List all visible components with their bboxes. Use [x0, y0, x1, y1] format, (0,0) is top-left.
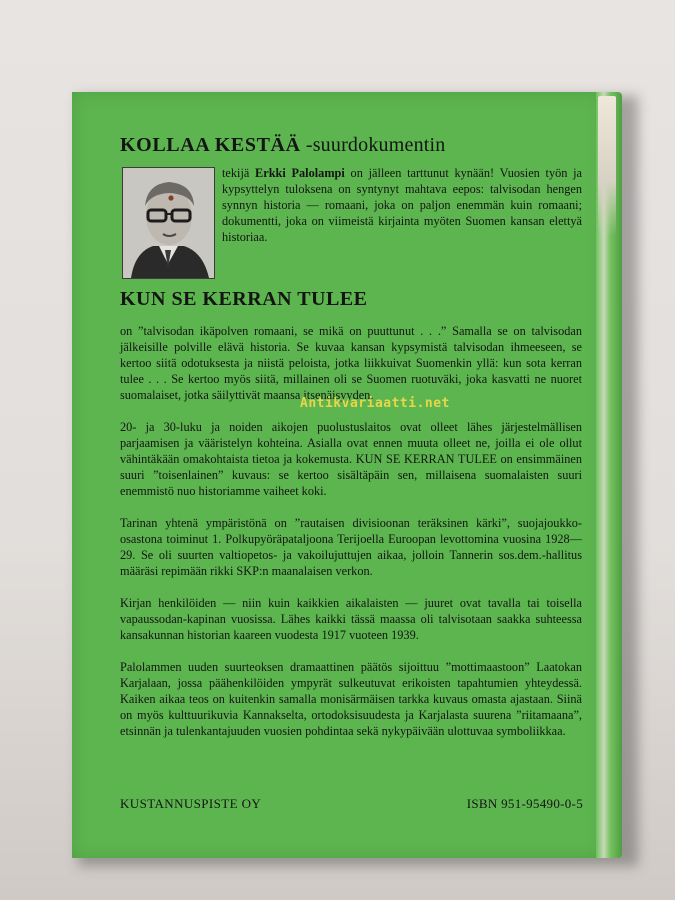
author-photo	[122, 167, 215, 279]
intro-text: on jälleen tarttunut kynään! Vuosien työn ja kypsyttelyn tuloksena on syntynyt mahtava eepos: talvisodan hengen synnyn historia — romaani, joka on paljon enemmän kuin romaani; dokumentti, joka on viimeistä kirjainta myöten Suomen kansan elettyä historiaa.	[222, 166, 583, 244]
intro-author: Erkki Palolampi	[255, 166, 345, 180]
cover-heading	[120, 134, 560, 157]
publisher: KUSTANNUSPISTE OY	[120, 796, 262, 811]
intro-prefix: tekijä	[222, 166, 256, 180]
watermark: Antikvariaatti.net	[300, 396, 450, 411]
book-title: KUN SE KERRAN TULEE	[120, 288, 368, 310]
paragraph-3: Tarinan yhtenä ympäristönä on ”rautaisen divisioonan teräksinen kärki”, suojajoukko-osastona toiminut 1. Polkupyöräpataljoona Terijoella Euroopan levottomina vuosina 1928—29. Se oli suurten valtiopetos- ja vakoilujuttujen aikaa, jolloin Tannerin sos.dem.-hallitus määräsi repimään rikki SKP:n maanalaisen verkon.	[120, 516, 582, 578]
spine-wear	[598, 96, 616, 236]
isbn: ISBN 951-95490-0-5	[466, 796, 583, 811]
paragraph-2: 20- ja 30-luku ja noiden aikojen puolustuslaitos ovat olleet lähes järjestelmällisen parjaamisen ja vääristelyn kohteina. Asialla ovat ennen muuta olleet ne, joilla ei ole ollut vähintäkään omakohtaista tietoa ja kokemusta. KUN SE KERRAN TULEE on ensimmäinen suuri ”toisenlainen” kuvaus: se kertoo sisältäpäin sen, millaisena suomalaisten suuri enemmistö nuo historiamme vaiheet koki.	[120, 420, 582, 498]
paragraph-1: on ”talvisodan ikäpolven romaani, se mikä on puuttunut . . .” Samalla se on talvisodan jälkeisille polville elävä historia. Se kuvaa kansan kypsymistä talvisodan ihmeeseen, se kertoo siitä odotuksesta ja niistä peloista, jotka liikkuivat Suomenkin yllä: kun sota kerran tulee . . . Se kertoo myös siitä, millainen oli se Suomen ruotuväki, joka kasvatti ne nuoret suomalaiset, jotka säilyttivät maansa itsenäisyyden.	[120, 324, 582, 402]
intro-paragraph	[222, 165, 582, 245]
heading-caps: KOLLAA KESTÄÄ	[120, 134, 301, 156]
paragraph-4: Kirjan henkilöiden — niin kuin kaikkien aikalaisten — juuret ovat tavalla tai toisella vapaussodan-kapinan vuosissa. Lähes kaikki tässä maassa oli talvisotaan saakka suhteessa kansakunnan historian kaareen vuodesta 1917 vuoteen 1939.	[120, 596, 582, 642]
paragraph-5: Palolammen uuden suurteoksen dramaattinen päätös sijoittuu ”mottimaastoon” Laatokan Karjalaan, jossa päähenkilöiden ympyrät sulkeutuvat erikoisten tapahtumien yhteydessä. Kaiken aikaa teos on kuitenkin samalla monisärmäisen tarkka kuvaus omasta ajastaan. Siinä on myös kulttuurikuvia Kannakselta, ortodoksisuudesta ja Karjalasta suurena ”riitamaana”, etsinnän ja tulenkantajuuden vuosien pohdintaa sekä nykypäivään ulottuvaa symboliikkaa.	[120, 660, 582, 738]
heading-rest: -suurdokumentin	[305, 134, 446, 156]
author-portrait-image	[123, 168, 214, 278]
description-body	[120, 323, 582, 755]
